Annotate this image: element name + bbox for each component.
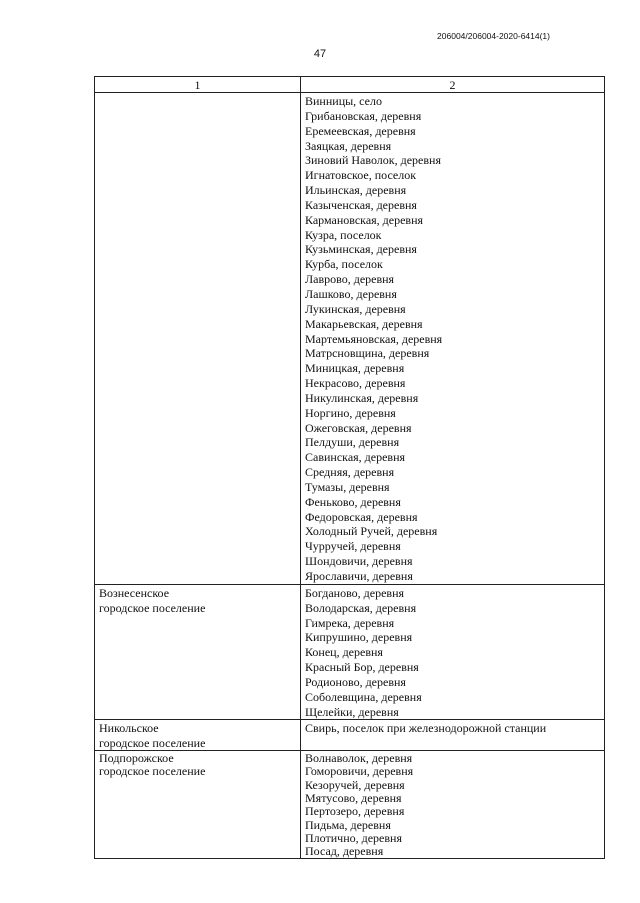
settlement-cell [95, 720, 301, 751]
locality: Кузьминская, деревня [305, 242, 417, 257]
locality: Чурручей, деревня [305, 539, 401, 554]
locality: Федоровская, деревня [305, 509, 418, 524]
locality: Винницы, село [305, 94, 382, 108]
locality: Савинская, деревня [305, 450, 406, 465]
locality: Еремеевская, деревня [305, 123, 416, 138]
settlement-name: Вознесенское [99, 585, 170, 600]
locality: Свирь, поселок при железнодорожной станции [305, 721, 547, 736]
locality: Володарская, деревня [305, 600, 417, 615]
table-row [95, 720, 605, 751]
table-header-row [95, 77, 605, 93]
locality: Соболевщина, деревня [305, 689, 422, 704]
settlement-type: городское поселение [99, 600, 206, 615]
locality: Конец, деревня [305, 645, 383, 660]
locality: Феньково, деревня [305, 494, 401, 509]
settlement-cell [95, 584, 301, 720]
settlement-type: городское поселение [99, 764, 206, 779]
settlement-type: городское поселение [99, 735, 206, 750]
locality: Зиновий Наволок, деревня [305, 153, 441, 168]
locality: Ильинская, деревня [305, 183, 407, 198]
localities-cell [301, 720, 605, 751]
locality: Посад, деревня [305, 844, 384, 859]
locality: Кузра, поселок [305, 227, 382, 242]
locality: Пидьма, деревня [305, 817, 391, 832]
locality: Курба, поселок [305, 257, 383, 272]
locality: Лаврово, деревня [305, 272, 395, 287]
locality: Казыченская, деревня [305, 197, 417, 212]
locality: Гоморовичи, деревня [305, 764, 414, 779]
settlement-cell [95, 93, 301, 585]
locality: Кармановская, деревня [305, 212, 424, 227]
locality: Шондовичи, деревня [305, 554, 413, 569]
locality: Щелейки, деревня [305, 704, 399, 719]
locality: Кипрушино, деревня [305, 630, 413, 645]
locality: Лашково, деревня [305, 286, 397, 301]
settlements-table [94, 76, 605, 859]
page-number: 47 [313, 48, 327, 60]
locality: Никулинская, деревня [305, 390, 419, 405]
document-id: 206004/206004-2020-6414(1) [437, 31, 550, 41]
locality: Заяцкая, деревня [305, 138, 392, 153]
settlement-cell [95, 751, 301, 859]
locality: Тумазы, деревня [305, 479, 390, 494]
localities-cell [301, 751, 605, 859]
locality: Мятусово, деревня [305, 790, 402, 805]
locality: Мартемьяновская, деревня [305, 331, 443, 346]
locality: Матрсновщина, деревня [305, 346, 430, 361]
locality: Кезоручей, деревня [305, 777, 405, 792]
locality: Гимрека, деревня [305, 615, 395, 630]
locality: Игнатовское, поселок [305, 168, 417, 183]
locality: Лукинская, деревня [305, 301, 406, 316]
locality: Богданово, деревня [305, 585, 405, 600]
locality: Грибановская, деревня [305, 108, 422, 123]
locality: Ярославичи, деревня [305, 569, 413, 583]
settlement-name: Никольское [99, 721, 159, 736]
locality: Макарьевская, деревня [305, 316, 423, 331]
locality: Средняя, деревня [305, 465, 395, 480]
locality: Пертозеро, деревня [305, 804, 405, 819]
locality: Холодный Ручей, деревня [305, 524, 438, 539]
locality: Пелдуши, деревня [305, 435, 400, 450]
locality: Миницкая, деревня [305, 361, 405, 376]
localities-cell [301, 584, 605, 720]
table-row [95, 751, 605, 859]
locality: Некрасово, деревня [305, 376, 406, 391]
table-row [95, 584, 605, 720]
settlement-name: Подпорожское [99, 751, 174, 766]
locality: Родионово, деревня [305, 674, 406, 689]
localities-cell [301, 93, 605, 585]
table-row [95, 93, 605, 585]
column-header-2: 2 [301, 77, 605, 93]
locality: Волнаволок, деревня [305, 751, 413, 766]
locality: Ожеговская, деревня [305, 420, 412, 435]
locality: Плотично, деревня [305, 830, 402, 845]
locality: Норгино, деревня [305, 405, 396, 420]
column-header-1: 1 [95, 77, 301, 93]
locality: Красный Бор, деревня [305, 660, 419, 675]
